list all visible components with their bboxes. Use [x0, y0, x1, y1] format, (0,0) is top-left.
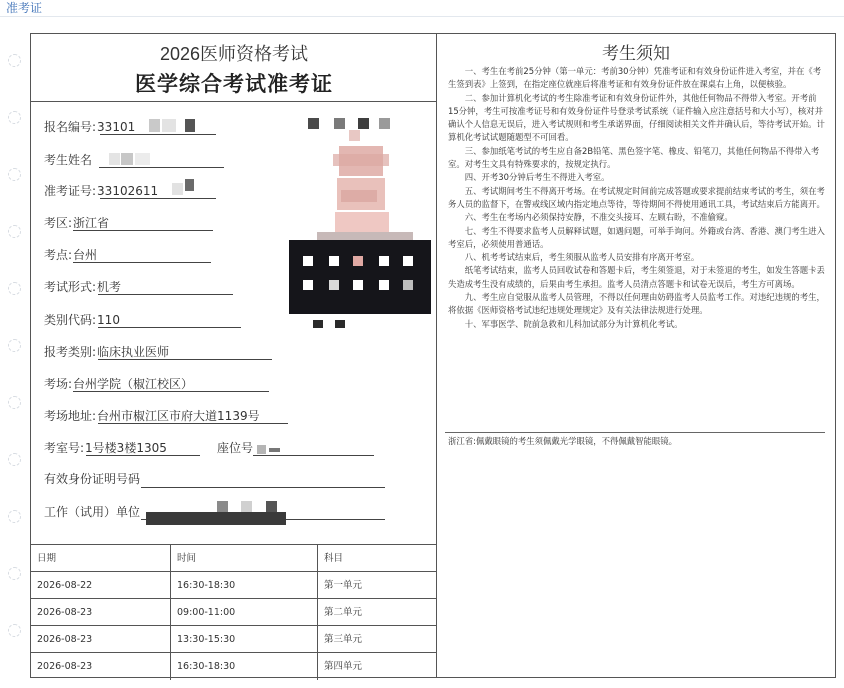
notice-item: 十、军事医学、院前急救和儿科加试部分为计算机化考试。 — [464, 318, 683, 329]
exam-name: 2026医师资格考试 — [159, 44, 309, 64]
decorative-circle-icon — [8, 567, 21, 580]
notice-item: 八、机考考试结束后，考生须服从监考人员安排有序离开考室。 — [464, 252, 700, 263]
field-ticket-no: 准考证号:33102611 — [44, 184, 159, 198]
decorative-circle-icon — [8, 111, 21, 124]
schedule-header-time: 时间 — [171, 545, 318, 572]
notice-item: 七、考生不得要求监考人员解释试题，如遇问题，可举手询问。外籍或台湾、香港、澳门考生进入考室后，必须使用普通话。 — [448, 225, 825, 249]
decorative-circle-icon — [8, 54, 21, 67]
exam-schedule-table — [31, 544, 437, 677]
field-venue: 考场:台州学院（椒江校区） — [44, 377, 194, 391]
schedule-time: 16:30-18:30 — [171, 572, 318, 599]
notice-body — [448, 65, 826, 331]
schedule-date: 2026-08-23 — [31, 626, 171, 653]
schedule-date: 2026-08-23 — [31, 653, 171, 680]
decorative-circle-icon — [8, 339, 21, 352]
field-room: 考室号:1号楼3楼1305 — [44, 441, 167, 455]
table-row — [31, 653, 437, 680]
field-address: 考场地址:台州市椒江区市府大道1139号 — [44, 409, 260, 423]
decorative-circle-icon — [8, 225, 21, 238]
notice-panel — [437, 34, 835, 677]
schedule-time: 13:30-15:30 — [171, 626, 318, 653]
table-row — [31, 572, 437, 599]
schedule-date: 2026-08-23 — [31, 599, 171, 626]
ticket-info-panel — [31, 34, 437, 677]
notice-item: 五、考试期间考生不得离开考场。在考试规定时间前完成答题或要求提前结束考试的考生，须在考务人员的监督下，在警戒线区域内指定地点等待，等待期间不得使用通讯工具，考试结束后方能离开。 — [448, 185, 825, 209]
schedule-header-subject: 科目 — [324, 553, 344, 564]
table-row — [31, 599, 437, 626]
notice-item: 纸笔考试结束，监考人员回收试卷和答题卡后，考生须签退，对于未签退的考生，如发生答题卡丢失造成考生没有成绩的，后果由考生承担。监考人员清点答题卡和试卷无误后，考生方可离场。 — [448, 265, 825, 289]
field-id-no: 有效身份证明号码 — [44, 472, 141, 486]
ticket-header — [31, 34, 437, 102]
notice-item: 二、参加计算机化考试的考生除准考证和有效身份证件外，其他任何物品不得带入考室。开考前15分钟，考生可按准考证号和有效身份证件号登录考试系统（证件输入应注意括号和大小写），核对并确认个人信息无误后，进入考试规则和考生承诺界面，仔细阅读相关文件并确认后，等待考试开始。计算机化考试试题随题型不可回看。 — [448, 92, 825, 143]
schedule-time: 16:30-18:30 — [171, 653, 318, 680]
field-seat: 座位号 — [217, 441, 254, 455]
schedule-date: 2026-08-22 — [31, 572, 171, 599]
ticket-title: 医学综合考试准考证 — [135, 72, 333, 96]
notice-item: 九、考生应自觉服从监考人员管理，不得以任何理由妨碍监考人员监考工作。对违纪违规的考生，将依据《医师资格考试违纪违规处理规定》及有关法律法规进行处理。 — [448, 292, 825, 316]
schedule-subject: 第三单元 — [324, 634, 363, 645]
candidate-photo — [289, 116, 431, 350]
field-reg-no: 报名编号:33101 — [44, 120, 136, 134]
field-exam-form: 考试形式:机考 — [44, 280, 122, 294]
schedule-header-row — [31, 545, 437, 572]
field-name: 考生姓名 — [44, 153, 93, 167]
decorative-circle-icon — [8, 510, 21, 523]
field-region: 考区:浙江省 — [44, 216, 110, 230]
top-bar — [0, 0, 844, 17]
schedule-subject: 第四单元 — [324, 661, 363, 672]
notice-item: 四、开考30分钟后考生不得进入考室。 — [464, 172, 610, 183]
field-employer: 工作（试用）单位 — [44, 505, 141, 519]
schedule-subject: 第二单元 — [324, 607, 363, 618]
schedule-time: 09:00-11:00 — [171, 599, 318, 626]
decorative-circle-icon — [8, 168, 21, 181]
decorative-circle-icon — [8, 396, 21, 409]
field-site: 考点:台州 — [44, 248, 98, 262]
decorative-circle-icon — [8, 453, 21, 466]
field-category-code: 类别代码:110 — [44, 313, 120, 327]
decorative-circle-icon — [8, 624, 21, 637]
notice-regional-note: 浙江省:佩戴眼镜的考生须佩戴光学眼镜，不得佩戴智能眼镜。 — [448, 436, 677, 446]
notice-item: 一、考生在考前25分钟（第一单元：考前30分钟）凭准考证和有效身份证件进入考室，并在《考生签到表》上签到，在指定座位就座后将准考证和有效身份证件放在课桌右上角，以便核验。 — [448, 66, 822, 90]
admission-ticket — [30, 33, 836, 678]
schedule-subject: 第一单元 — [324, 580, 363, 591]
notice-title: 考生须知 — [602, 44, 670, 64]
decorative-circle-icon — [8, 282, 21, 295]
notice-divider — [445, 432, 825, 433]
notice-item: 三、参加纸笔考试的考生应自备2B铅笔、黑色签字笔、橡皮、铅笔刀，其他任何物品不得带入考室。对考生文具有特殊要求的，按规定执行。 — [448, 145, 820, 170]
schedule-header-date: 日期 — [31, 545, 171, 572]
page-title: 准考证 — [6, 1, 43, 15]
table-row — [31, 626, 437, 653]
field-category: 报考类别:临床执业医师 — [44, 345, 170, 359]
notice-item: 六、考生在考场内必须保持安静，不准交头接耳、左顾右盼，不准偷窥。 — [464, 212, 733, 223]
